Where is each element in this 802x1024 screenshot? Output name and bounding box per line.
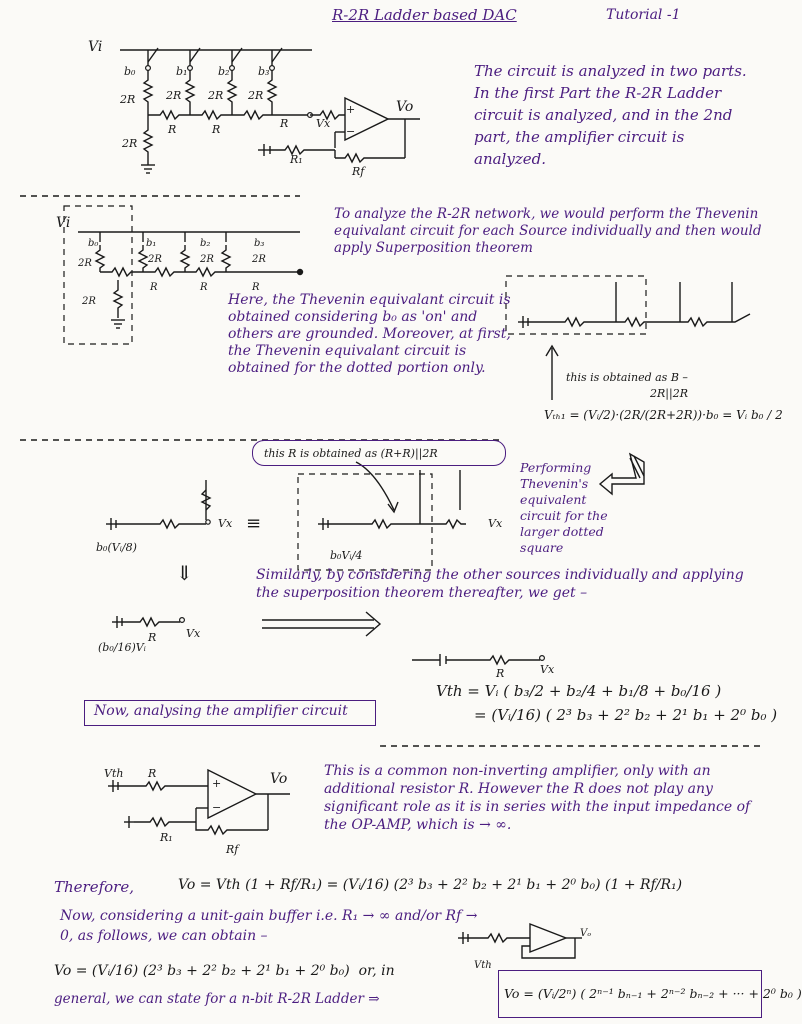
r2-parallel: 2R||2R: [650, 387, 688, 400]
label-2r-e: 2R: [122, 137, 138, 150]
label-r-5: R: [148, 631, 157, 644]
label-b1-2: b₁: [146, 238, 157, 249]
vth-equation-1: Vth = Vᵢ ( b₃/2 + b₂/4 + b₁/8 + b₀/16 ): [436, 682, 722, 700]
label-b2: b₂: [218, 65, 230, 78]
long-arrow: [262, 612, 380, 636]
label-b3-2: b₃: [254, 238, 265, 249]
label-vx-1: Vx: [316, 117, 331, 130]
label-r-c: R: [280, 117, 289, 130]
amplifier-title: Now, analysing the amplifier circuit: [94, 703, 348, 719]
here-paragraph: Here, the Thevenin equivalant circuit is obtained considering b₀ as 'on' and others are grounded. Moreover, at first, the Thevenin equivalant circuit is obtained for the dotted portion only.: [228, 292, 511, 376]
vo-final-equation: Vo = (Vᵢ/16) (2³ b₃ + 2² b₂ + 2¹ b₁ + 2⁰ b₀) or, in: [54, 963, 395, 979]
nbit-equation: Vo = (Vᵢ/2ⁿ) ( 2ⁿ⁻¹ bₙ₋₁ + 2ⁿ⁻² bₙ₋₂ + ··· + 2⁰ b₀ ): [504, 986, 802, 1001]
label-2r-2a: 2R: [78, 258, 92, 269]
label-b1: b₁: [176, 65, 188, 78]
label-r-7: R: [148, 767, 157, 780]
label-vx-4: Vx: [488, 517, 503, 530]
circuit-amplifier: [108, 770, 290, 834]
down-arrow: ⇓: [176, 561, 193, 585]
label-2r-c: 2R: [208, 89, 224, 102]
label-r-b: R: [212, 123, 221, 136]
label-rf-7: Rf: [226, 843, 239, 856]
label-r1-7: R₁: [160, 831, 173, 844]
label-b0: b₀: [124, 65, 136, 78]
label-vth-8: Vth: [474, 960, 492, 971]
therefore-label: Therefore,: [54, 878, 134, 896]
label-2r-2d: 2R: [252, 254, 266, 265]
vth1-equation: Vₜₕ₁ = (Vᵢ/2)·(2R/(2R+2R))·b₀ = Vᵢ b₀ / 2: [544, 408, 783, 422]
label-2r-2e: 2R: [82, 296, 96, 307]
label-r1-1: R₁: [290, 153, 303, 166]
r-obtained-text: this R is obtained as (R+R)||2R: [264, 447, 438, 460]
label-b0-vi4: b₀Vᵢ/4: [330, 549, 363, 562]
label-b0-vi8: b₀(Vᵢ/8): [96, 541, 137, 554]
equiv-symbol: ≡: [246, 513, 262, 534]
label-vth-7: Vth: [104, 767, 124, 780]
vth-equation-2: = (Vᵢ/16) ( 2³ b₃ + 2² b₂ + 2¹ b₁ + 2⁰ b₀ ): [474, 706, 778, 724]
circuit-stage-b3: [106, 480, 210, 530]
label-minus-7: −: [212, 801, 222, 814]
unity-gain-paragraph: Now, considering a unit-gain buffer i.e. R₁ → ∞ and/or Rf → 0, as follows, we can obtain –: [60, 908, 478, 944]
label-b2-2: b₂: [200, 238, 211, 249]
label-vx-3: Vx: [218, 517, 233, 530]
label-b0-16: (b₀/16)Vᵢ: [98, 641, 146, 654]
label-b3: b₃: [258, 65, 270, 78]
label-r-6: R: [496, 667, 505, 680]
label-vo-1: Vo: [396, 99, 414, 115]
label-plus-7: +: [212, 777, 222, 790]
general-text: general, we can state for a n-bit R-2R Ladder ⇒: [54, 991, 380, 1007]
vo-equation: Vo = Vth (1 + Rf/R₁) = (Vᵢ/16) (2³ b₃ + 2² b₂ + 2¹ b₁ + 2⁰ b₀) (1 + Rf/R₁): [178, 877, 683, 893]
obtained-as: this is obtained as B –: [566, 371, 688, 384]
label-vo-7: Vo: [270, 771, 288, 787]
page-title: R-2R Ladder based DAC: [332, 6, 517, 24]
label-2r-2c: 2R: [200, 254, 214, 265]
label-2r-d: 2R: [248, 89, 264, 102]
label-vi-1: Vi: [88, 39, 103, 55]
label-r-2b: R: [200, 282, 208, 293]
circuit-b0: [112, 616, 184, 628]
label-vi-2: Vi: [56, 215, 71, 231]
label-b0-2: b₀: [88, 238, 99, 249]
label-plus-1: +: [346, 103, 356, 116]
common-amplifier-paragraph: This is a common non-inverting amplifier, only with an additional resistor R. However the R does not play any significant role as it is in series with the input impedance of the OP-AMP, which is → ∞.: [324, 763, 751, 833]
circuit-stage-b2: [298, 470, 466, 570]
thevenin-intro: To analyze the R-2R network, we would perform the Thevenin equivalant circuit for each Source individually and then would apply Superposition theorem: [334, 206, 762, 256]
label-r-a: R: [168, 123, 177, 136]
similarly-paragraph: Similarly, by considering the other sources individually and applying the superposition theorem thereafter, we get –: [256, 567, 744, 601]
label-r-2c: R: [252, 282, 260, 293]
label-vx-6: Vx: [540, 663, 555, 676]
label-2r-2b: 2R: [148, 254, 162, 265]
label-2r-b: 2R: [166, 89, 182, 102]
circuit-vth: [412, 654, 544, 666]
label-rf-1: Rf: [352, 165, 365, 178]
performing-note: Performing Thevenin's equivalent circuit for the larger dotted square: [520, 460, 608, 555]
intro-paragraph: The circuit is analyzed in two parts. In the first Part the R-2R Ladder circuit is analyzed, and in the 2nd part, the amplifier circuit is analyzed.: [474, 62, 747, 168]
circuit-main-dac: [120, 48, 420, 173]
label-r-2a: R: [150, 282, 158, 293]
label-vx-5: Vx: [186, 627, 201, 640]
label-minus-1: −: [346, 125, 356, 138]
tutorial-tag: Tutorial -1: [606, 7, 681, 23]
label-vo-8: Vₒ: [580, 928, 592, 939]
label-2r-a: 2R: [120, 93, 136, 106]
